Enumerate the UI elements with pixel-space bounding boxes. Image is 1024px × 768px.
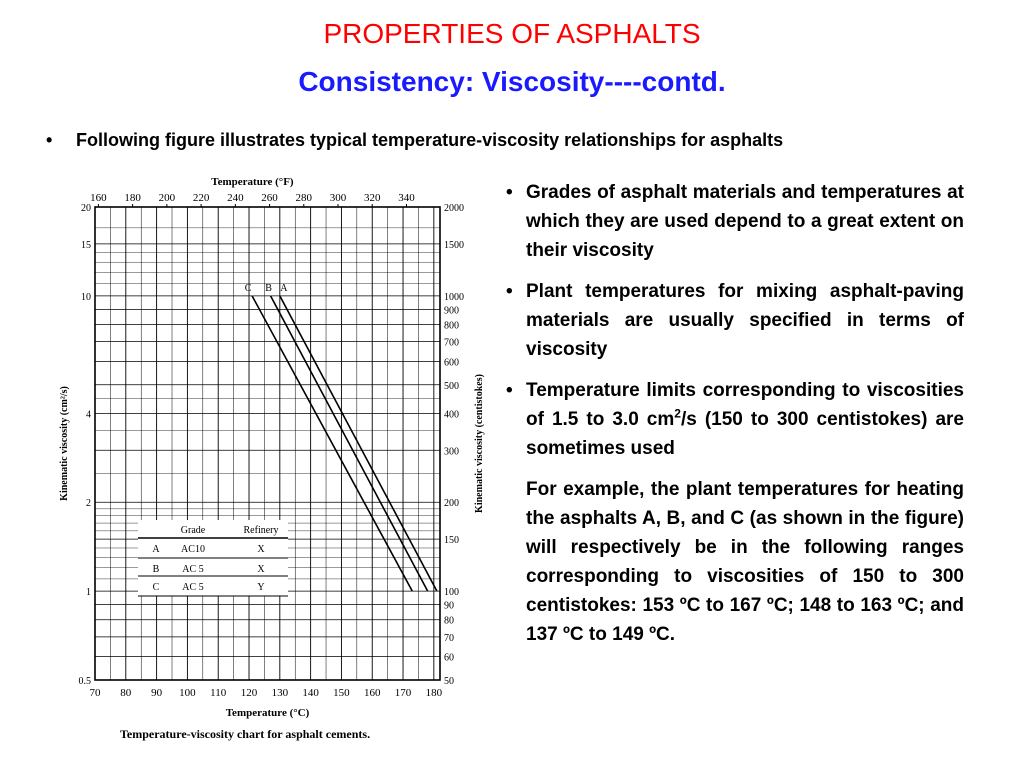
viscosity-chart-svg	[40, 165, 500, 755]
top-tick-label: 280	[295, 192, 313, 204]
top-tick-label: 260	[261, 192, 278, 204]
right-tick-label: 70	[444, 632, 454, 644]
series-line-a	[280, 296, 437, 591]
right-tick-label: 150	[444, 535, 459, 547]
bottom-tick-label: 130	[271, 687, 289, 699]
bottom-tick-label: 120	[240, 687, 258, 699]
right-tick-label: 1500	[444, 239, 464, 251]
slide-subtitle: Consistency: Viscosity----contd.	[298, 66, 726, 97]
top-tick-label: 240	[227, 192, 244, 204]
right-tick-label: 200	[444, 498, 459, 510]
bottom-tick-label: 70	[89, 687, 101, 699]
bottom-tick-label: 100	[179, 687, 196, 699]
intro-text: Following figure illustrates typical temperature-viscosity relationships for asphalts	[76, 130, 784, 150]
left-tick-label: 15	[81, 239, 91, 251]
table-cell-grade: AC10	[181, 544, 205, 555]
bullet-plant-temperatures	[506, 277, 964, 364]
series-label-a: A	[280, 282, 288, 294]
bottom-tick-label: 170	[394, 687, 412, 699]
right-column	[506, 178, 964, 649]
left-tick-label: 1	[86, 587, 91, 599]
left-tick-label: 0.5	[78, 676, 91, 687]
top-tick-label: 160	[90, 192, 107, 204]
top-axis-label: Temperature (°F)	[211, 176, 294, 188]
table-cell-refinery: X	[257, 544, 265, 555]
right-tick-label: 1000	[444, 291, 464, 303]
top-tick-label: 340	[398, 192, 415, 204]
table-cell-refinery: X	[257, 564, 265, 575]
viscosity-chart	[40, 165, 500, 755]
top-tick-label: 220	[192, 192, 210, 204]
table-cell-letter: B	[152, 564, 160, 575]
bullet-text-pre: Temperature limits corresponding to viscosities of 1.5 to 3.0 cm	[526, 380, 964, 430]
chart-grid	[95, 207, 440, 680]
bullet-mark: •	[506, 182, 513, 203]
bullet-mark: •	[46, 130, 53, 150]
grade-table	[138, 520, 288, 596]
left-tick-label: 10	[81, 291, 91, 303]
right-tick-label: 50	[444, 676, 454, 687]
table-cell-letter: C	[152, 582, 160, 593]
bottom-tick-label: 160	[363, 687, 381, 699]
top-tick-label: 200	[158, 192, 176, 204]
series-label-b: B	[265, 282, 272, 294]
top-tick-label: 320	[363, 192, 381, 204]
right-tick-label: 90	[444, 600, 454, 612]
chart-frame	[95, 207, 440, 680]
right-tick-label: 2000	[444, 203, 464, 214]
bottom-axis-label: Temperature (°C)	[225, 707, 310, 719]
bullet-text: Grades of asphalt materials and temperatures at which they are used depend to a great extent on their viscosity	[526, 182, 964, 261]
table-header-refinery: Refinery	[243, 525, 279, 536]
example-paragraph: For example, the plant temperatures for heating the asphalts A, B, and C (as shown in the figure) will respectively be in the following ranges corresponding to viscosities of 150 to 300 centistokes: 153 ºC to 167 ºC; 148 to 163 ºC; and 137 ºC to 149 ºC.	[526, 479, 964, 645]
bullet-grades	[506, 178, 964, 265]
right-tick-label: 400	[444, 409, 459, 421]
bullet-temperature-limits	[506, 376, 964, 463]
bottom-tick-label: 80	[120, 687, 132, 699]
series-label-c: C	[244, 282, 252, 294]
right-tick-label: 100	[444, 587, 459, 599]
bottom-tick-label: 140	[302, 687, 319, 699]
bullet-text: Plant temperatures for mixing asphalt-paving materials are usually specified in terms of viscosity	[526, 281, 964, 360]
table-header-grade: Grade	[180, 525, 206, 536]
left-tick-label: 4	[86, 409, 91, 421]
bullet-text	[526, 376, 964, 463]
right-tick-label: 800	[444, 320, 459, 332]
right-tick-label: 500	[444, 380, 459, 392]
table-cell-letter: A	[152, 544, 160, 555]
bullet-mark: •	[506, 281, 513, 302]
top-tick-label: 180	[124, 192, 141, 204]
left-axis-label: Kinematic viscosity (cm²/s)	[59, 386, 70, 501]
table-cell-refinery: Y	[257, 582, 265, 593]
series-line-b	[271, 296, 428, 591]
chart-caption: Temperature-viscosity chart for asphalt cements.	[120, 727, 371, 741]
right-tick-label: 300	[444, 446, 459, 458]
superscript: 2	[674, 406, 681, 421]
bottom-tick-label: 150	[333, 687, 350, 699]
bottom-tick-label: 180	[425, 687, 443, 699]
bullet-text-post: /s (150 to 300 centistokes) are sometimes used	[526, 409, 964, 459]
right-tick-label: 80	[444, 615, 454, 627]
slide-title: PROPERTIES OF ASPHALTS	[323, 18, 701, 49]
bottom-tick-label: 110	[210, 687, 227, 699]
right-tick-label: 60	[444, 652, 454, 664]
table-cell-grade: AC 5	[182, 564, 204, 575]
bottom-tick-label: 90	[151, 687, 163, 699]
bullet-mark: •	[506, 380, 513, 401]
right-tick-label: 600	[444, 357, 459, 369]
left-tick-label: 2	[86, 498, 91, 510]
right-tick-label: 700	[444, 337, 459, 349]
table-cell-grade: AC 5	[182, 582, 204, 593]
left-tick-label: 20	[81, 203, 91, 214]
right-axis-label: Kinematic viscosity (centistokes)	[474, 374, 485, 513]
right-tick-label: 900	[444, 305, 459, 317]
top-tick-label: 300	[329, 192, 347, 204]
